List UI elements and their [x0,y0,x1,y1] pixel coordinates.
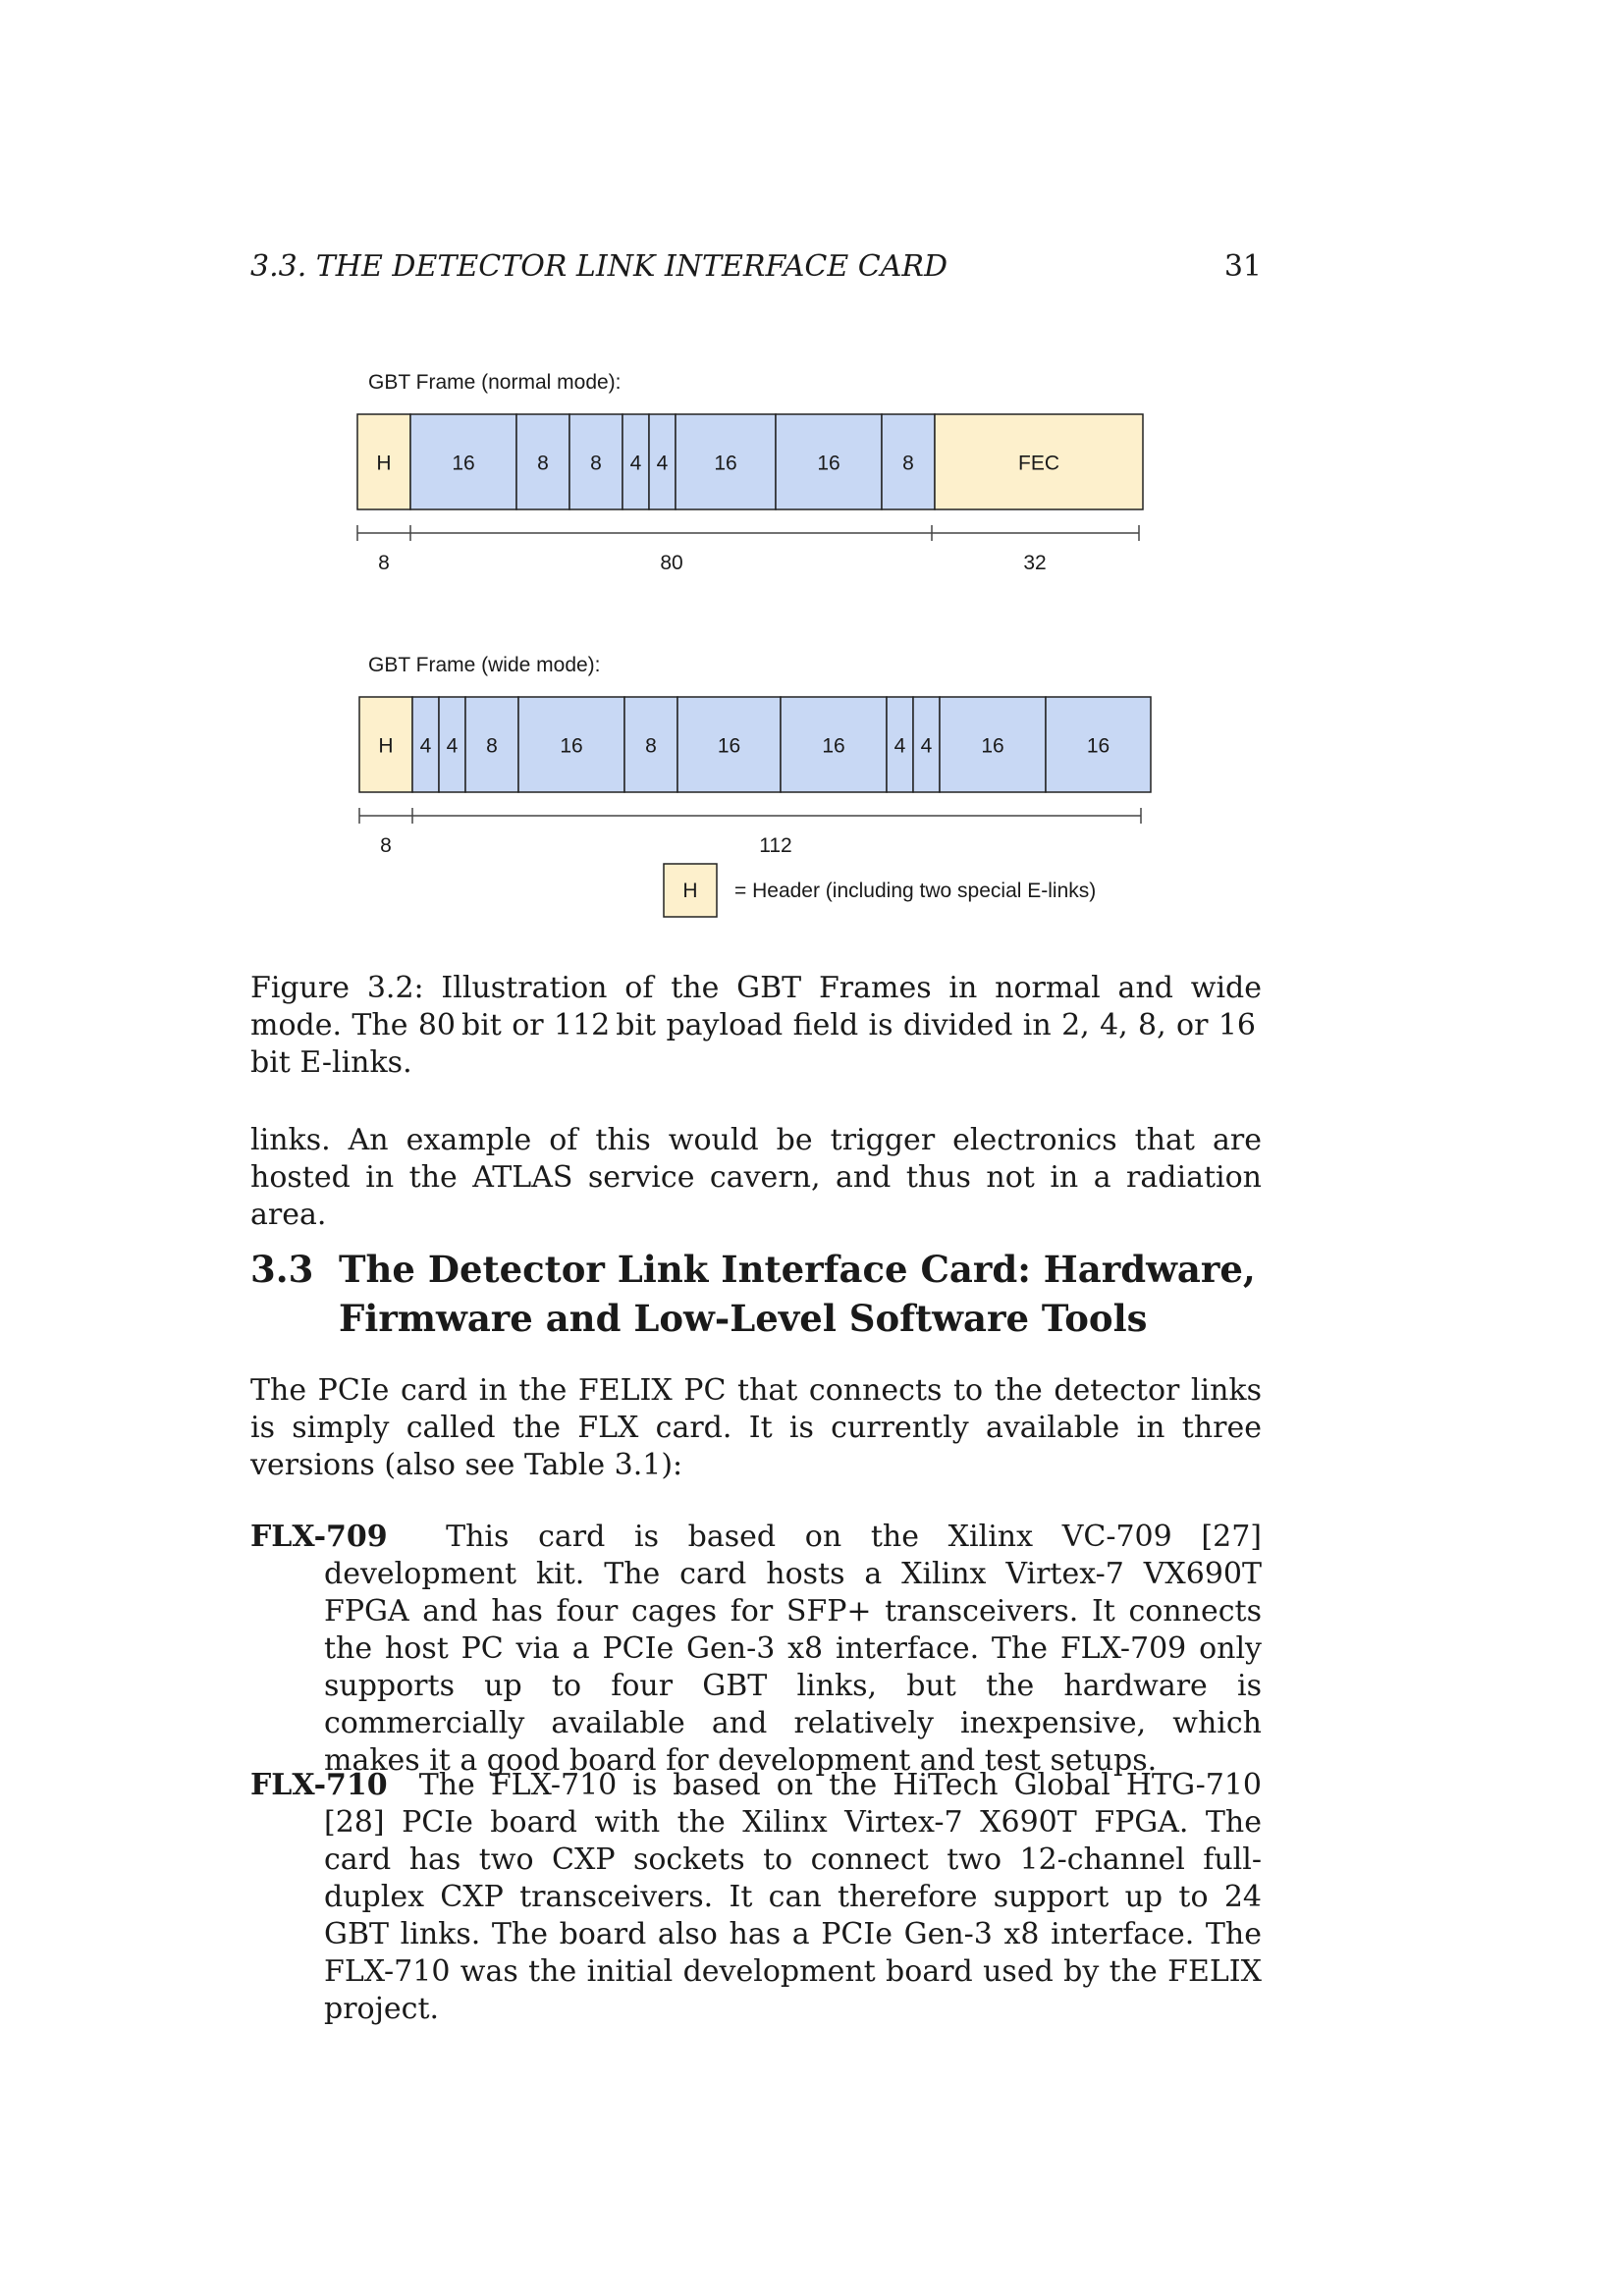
item-text: This card is based on the Xilinx VC-709 [27] development kit. The card hosts a Xilinx Virtex-7 VX690T FPGA and has four cages for SFP+ transceivers. It connects the host PC via a PCIe Gen-3 x8 interface. The FLX-709 only supports up to four GBT links, but the hardware is commercially available and relatively inexpensive, which makes it a good board for development and test setups. [324,1520,1262,1778]
normal-field-label: 16 [452,452,475,475]
normal-field-label: 8 [590,452,602,475]
wide-field-label: 4 [893,734,906,758]
item-text: The FLX-710 is based on the HiTech Global HTG-710 [28] PCIe board with the Xilinx Virtex-7 X690T FPGA. The card has two CXP sockets to connect two 12-channel full-duplex CXP transceivers. It can therefore support up to 24 GBT links. The board also has a PCIe Gen-3 x8 interface. The FLX-710 was the initial development board used by the FELIX project. [324,1768,1262,2026]
normal-field-label: H [376,452,392,475]
normal-field-label: FEC [1018,452,1059,475]
figure-caption: Figure 3.2: Illustration of the GBT Frames in normal and wide mode. The 80 bit or 112 bit payload field is divided in 2, 4, 8, or 16 bit E-links. [250,971,1262,1080]
legend-header-symbol: H [682,880,698,902]
item-term: FLX-710 [250,1768,388,1802]
wide-field-label: 16 [1086,734,1110,758]
normal-span-payload: 80 [660,552,683,574]
gbt-frame-figure [334,353,1159,933]
body-paragraph-2: The PCIe card in the FELIX PC that connects to the detector links is simply called the FLX card. It is currently available in three versions (also see Table 3.1): [250,1373,1262,1482]
wide-field-label: 16 [822,734,845,758]
section-heading [250,1245,1262,1343]
wide-field-label: H [378,734,394,758]
running-head: 3.3. THE DETECTOR LINK INTERFACE CARD [250,249,948,284]
wide-field-label: 4 [419,734,432,758]
normal-field-label: 4 [656,452,669,475]
wide-field-label: 16 [717,734,741,758]
wide-mode-title: GBT Frame (wide mode): [368,654,601,676]
normal-span-fec: 32 [1023,552,1047,574]
legend-header-text: = Header (including two special E-links) [734,880,1097,902]
normal-mode-title: GBT Frame (normal mode): [368,371,622,394]
normal-field-label: 16 [714,452,737,475]
normal-field-label: 8 [902,452,914,475]
normal-mode-span-axis [357,525,1139,541]
wide-mode-span-axis [359,808,1141,824]
wide-mode-fields [359,697,1151,792]
description-item-flx-710 [250,1767,1262,2028]
section-title: The Detector Link Interface Card: Hardware, Firmware and Low-Level Software Tools [339,1248,1256,1340]
wide-field-label: 16 [981,734,1004,758]
wide-field-label: 4 [920,734,933,758]
normal-field-label: 16 [817,452,840,475]
normal-field-label: 8 [537,452,549,475]
page-number: 31 [1223,249,1262,284]
normal-mode-fields [357,414,1143,509]
wide-field-label: 8 [486,734,498,758]
wide-span-payload: 112 [759,834,792,857]
description-item-flx-709 [250,1519,1262,1780]
normal-span-header: 8 [378,552,390,574]
body-paragraph-1: links. An example of this would be trigger electronics that are hosted in the ATLAS service cavern, and thus not in a radiation area. [250,1123,1262,1232]
section-number: 3.3 [250,1248,314,1291]
wide-field-label: 8 [645,734,657,758]
wide-field-label: 4 [446,734,459,758]
wide-span-header: 8 [380,834,392,857]
item-term: FLX-709 [250,1520,388,1554]
normal-field-label: 4 [629,452,642,475]
wide-field-label: 16 [560,734,583,758]
